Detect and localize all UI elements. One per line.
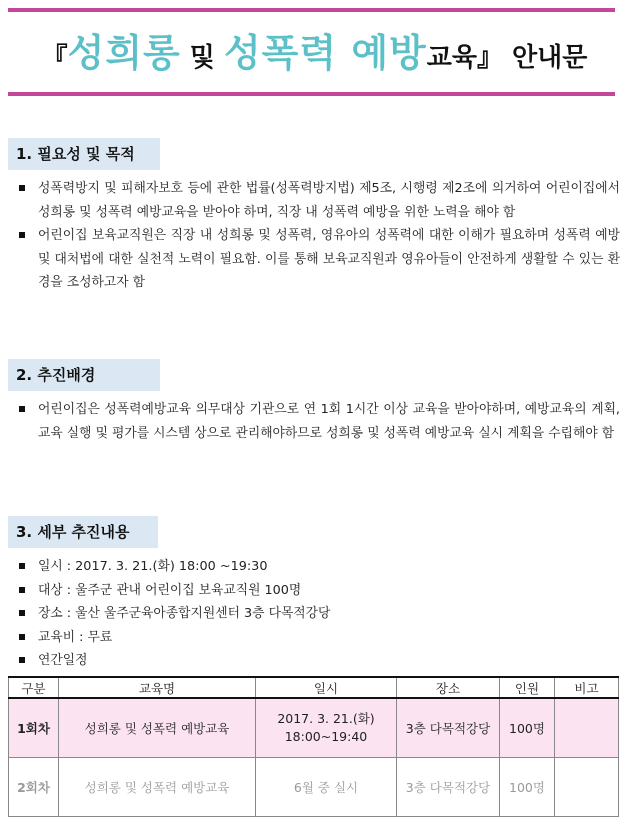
square-bullet-icon [19, 610, 25, 616]
title-open-bracket: 『 [41, 43, 68, 73]
square-bullet-icon [19, 185, 25, 191]
list-item-text: 일시 : 2017. 3. 21.(화) 18:00 ~19:30 [38, 559, 268, 574]
column-header: 교육명 [59, 677, 256, 698]
title-education: 교육 [426, 43, 477, 73]
title-keyword-prevention: 성폭력 예방 [223, 31, 427, 75]
date-line: 2017. 3. 21.(화) [277, 711, 375, 726]
square-bullet-icon [19, 634, 25, 640]
course-name-cell: 성희롱 및 성폭력 예방교육 [59, 698, 256, 758]
square-bullet-icon [19, 563, 25, 569]
date-cell [256, 758, 397, 817]
table-row [9, 758, 619, 817]
page-title [0, 28, 629, 83]
section-heading-background: 2. 추진배경 [8, 359, 160, 391]
note-cell [555, 698, 619, 758]
square-bullet-icon [19, 232, 25, 238]
list-item-text: 대상 : 울주군 관내 어린이집 보육교직원 100명 [38, 582, 302, 598]
list-item-text: 어린이집은 성폭력예방교육 의무대상 기관으로 연 1회 1시간 이상 교육을 받아야하며, 예방교육의 계획, 교육 실행 및 평가를 시스템 상으로 관리해야하므로 성희롱 및 성폭력 예방교육 실시 계획을 수립해야 함 [38, 402, 620, 441]
column-header: 비고 [555, 677, 619, 698]
list-item-text: 연간일정 [38, 653, 88, 668]
title-conjunction: 및 [180, 43, 224, 73]
square-bullet-icon [19, 587, 25, 593]
column-header: 장소 [397, 677, 500, 698]
course-name-cell: 성희롱 및 성폭력 예방교육 [59, 758, 256, 817]
column-header: 일시 [256, 677, 397, 698]
people-cell: 100명 [500, 758, 555, 817]
background-list [16, 398, 620, 445]
list-item [16, 177, 620, 224]
place-cell: 3층 다목적강당 [397, 758, 500, 817]
list-item [16, 649, 616, 673]
session-cell: 2회차 [9, 758, 59, 817]
table-row [9, 698, 619, 758]
section-heading-details: 3. 세부 추진내용 [8, 516, 158, 548]
date-line: 6월 중 실시 [293, 780, 359, 795]
session-cell: 1회차 [9, 698, 59, 758]
list-item-text: 어린이집 보육교직원은 직장 내 성희롱 및 성폭력, 영유아의 성폭력에 대한 이해가 필요하며 성폭력 예방 및 대처법에 대한 실천적 노력이 필요함. 이를 통해 보육교직원과 영유아들이 안전하게 생활할 수 있는 환경을 조성하고자 함 [38, 228, 620, 290]
title-top-rule [8, 8, 615, 12]
list-item-text: 장소 : 울산 울주군육아종합지원센터 3층 다목적강당 [38, 606, 331, 621]
column-header: 인원 [500, 677, 555, 698]
purpose-list [16, 177, 620, 295]
list-item [16, 602, 616, 626]
list-item [16, 555, 616, 579]
place-cell: 3층 다목적강당 [397, 698, 500, 758]
details-list [16, 555, 616, 673]
table-header-row [9, 677, 619, 698]
list-item-text: 교육비 : 무료 [38, 629, 113, 645]
section-heading-purpose: 1. 필요성 및 목적 [8, 138, 160, 170]
list-item [16, 579, 616, 603]
square-bullet-icon [19, 657, 25, 663]
title-keyword-harassment: 성희롱 [67, 31, 181, 75]
title-bottom-rule [8, 92, 615, 96]
people-cell: 100명 [500, 698, 555, 758]
date-cell [256, 698, 397, 758]
list-item-text: 성폭력방지 및 피해자보호 등에 관한 법률(성폭력방지법) 제5조, 시행령 제2조에 의거하여 어린이집에서 성희롱 및 성폭력 예방교육을 받아야 하며, 직장 내 성폭력 예방을 위한 노력을 해야 함 [38, 181, 620, 220]
list-item [16, 224, 620, 295]
note-cell [555, 758, 619, 817]
annual-schedule-table [8, 676, 619, 817]
list-item [16, 398, 620, 445]
title-close: 』 안내문 [476, 43, 588, 73]
square-bullet-icon [19, 406, 25, 412]
time-line: 18:00~19:40 [284, 729, 368, 744]
list-item [16, 626, 616, 650]
column-header: 구분 [9, 677, 59, 698]
